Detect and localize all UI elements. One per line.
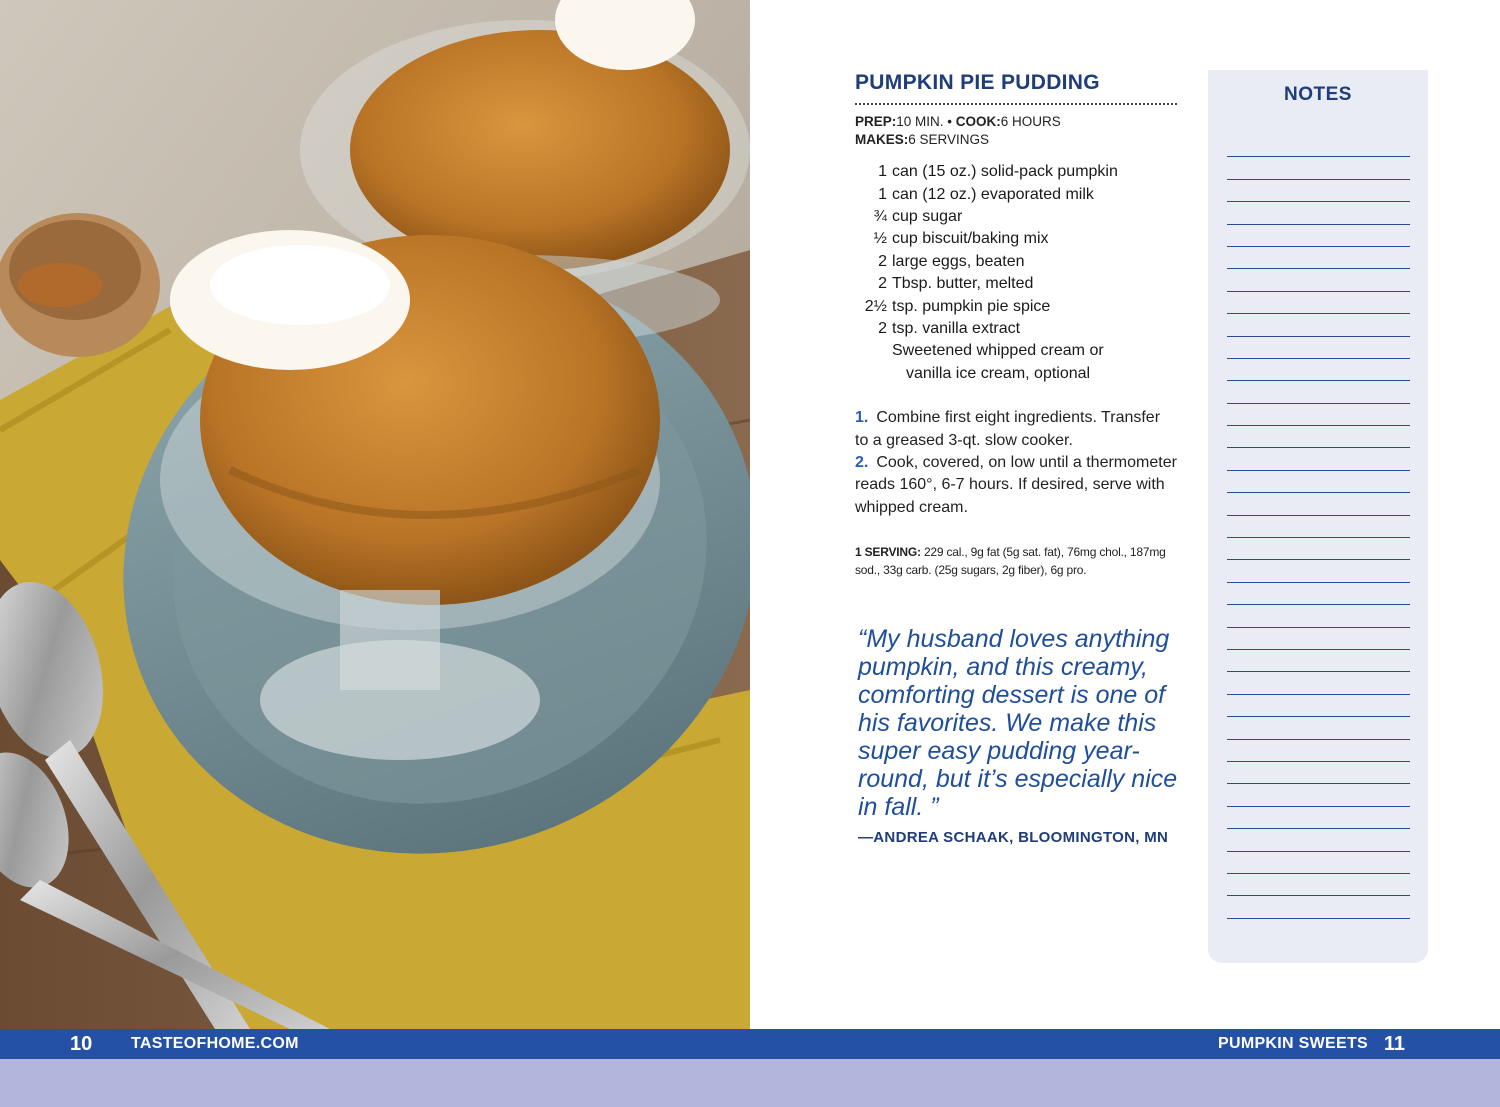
ingredient-line: Sweetened whipped cream or: [892, 342, 1104, 360]
ingredient-qty: 1: [878, 185, 887, 203]
note-line: [1227, 650, 1410, 672]
note-line: [1227, 157, 1410, 179]
note-line: [1227, 672, 1410, 694]
note-line: [1227, 202, 1410, 224]
note-line: [1227, 874, 1410, 896]
note-line: [1227, 292, 1410, 314]
recipe-photo: [0, 0, 750, 1029]
meta-separator: •: [947, 114, 953, 130]
ingredient-item: [855, 184, 1177, 206]
recipe-title: PUMPKIN PIE PUDDING: [855, 71, 1100, 94]
recipe-section: [855, 70, 1177, 579]
notes-title: NOTES: [1284, 84, 1352, 105]
ingredient-text: [892, 340, 1177, 385]
direction-step: [855, 407, 1177, 452]
ingredient-qty: 1: [878, 163, 887, 181]
note-line: [1227, 717, 1410, 739]
page-number-left: 10: [70, 1033, 93, 1055]
prep-value: 10 MIN.: [896, 114, 944, 130]
cook-value: 6 HOURS: [1000, 114, 1061, 130]
note-line: [1227, 247, 1410, 269]
direction-step: [855, 452, 1177, 519]
step-text: Combine first eight ingredients. Transfer to a greased 3-qt. slow cooker.: [855, 409, 1161, 449]
note-line: [1227, 538, 1410, 560]
notes-lines: [1227, 135, 1410, 919]
ingredient-qty: 2: [878, 252, 887, 270]
prep-label: PREP:: [855, 114, 897, 130]
note-line: [1227, 269, 1410, 291]
note-line: [1227, 337, 1410, 359]
ingredient-item: [855, 161, 1177, 183]
ingredient-text: large eggs, beaten: [892, 252, 1025, 270]
ingredient-qty: 2½: [864, 297, 887, 315]
ingredient-text: can (15 oz.) solid-pack pumpkin: [892, 163, 1118, 181]
directions: [855, 407, 1177, 519]
ingredient-line-continued: vanilla ice cream, optional: [906, 364, 1091, 382]
makes-value: 6 SERVINGS: [908, 132, 990, 148]
ingredient-item: [855, 273, 1177, 295]
makes-label: MAKES:: [855, 132, 909, 148]
ingredient-qty: [855, 340, 892, 385]
ingredient-item: [855, 318, 1177, 340]
bottom-band: [0, 1059, 1500, 1107]
ingredient-item: [855, 206, 1177, 228]
step-number: 2.: [855, 454, 869, 472]
nutrition-facts: [855, 543, 1177, 579]
ingredient-text: Tbsp. butter, melted: [892, 275, 1034, 293]
note-line: [1227, 448, 1410, 470]
footer-bar: [0, 1029, 1500, 1059]
ingredient-item-optional: [855, 340, 1177, 385]
note-line: [1227, 583, 1410, 605]
note-line: [1227, 605, 1410, 627]
nutrition-text: 229 cal., 9g fat (5g sat. fat), 76mg chol., 187mg sod., 33g carb. (25g sugars, 2g fiber), 6g pro.: [855, 545, 1166, 578]
ingredient-text: can (12 oz.) evaporated milk: [892, 185, 1094, 203]
note-line: [1227, 695, 1410, 717]
note-line: [1227, 381, 1410, 403]
note-line: [1227, 493, 1410, 515]
note-line: [1227, 180, 1410, 202]
page-number-right: 11: [1383, 1033, 1405, 1055]
cook-label: COOK:: [955, 114, 1001, 130]
ingredient-text: tsp. pumpkin pie spice: [892, 297, 1051, 315]
ingredient-item: [855, 296, 1177, 318]
note-line: [1227, 807, 1410, 829]
note-line: [1227, 225, 1410, 247]
recipe-meta: [855, 113, 1177, 149]
ingredient-text: tsp. vanilla extract: [892, 320, 1021, 338]
testimonial-quote: “My husband loves anything pumpkin, and this creamy, comforting dessert is one of his favorites. We make this super easy pudding year-round, but it’s especially nice in fall. ”: [858, 625, 1178, 821]
note-line: [1227, 852, 1410, 874]
notes-panel: [1208, 70, 1428, 963]
section-name: PUMPKIN SWEETS: [1218, 1035, 1368, 1052]
ingredient-qty: ½: [873, 230, 887, 248]
note-line: [1227, 135, 1410, 157]
ingredient-text: cup biscuit/baking mix: [892, 230, 1049, 248]
nutrition-label: 1 SERVING:: [855, 545, 921, 560]
ingredient-item: [855, 251, 1177, 273]
note-line: [1227, 560, 1410, 582]
note-line: [1227, 359, 1410, 381]
quote-author: —ANDREA SCHAAK, BLOOMINGTON, MN: [858, 829, 1169, 846]
ingredient-qty: 2: [878, 275, 887, 293]
note-line: [1227, 740, 1410, 762]
note-line: [1227, 628, 1410, 650]
note-line: [1227, 784, 1410, 806]
note-line: [1227, 516, 1410, 538]
step-number: 1.: [855, 409, 869, 427]
ingredient-text: cup sugar: [892, 208, 963, 225]
note-line: [1227, 896, 1410, 918]
step-text: Cook, covered, on low until a thermometer reads 160°, 6-7 hours. If desired, serve with whipped cream.: [855, 454, 1177, 516]
note-line: [1227, 471, 1410, 493]
ingredient-list: [855, 161, 1177, 385]
site-name: TASTEOFHOME.COM: [131, 1035, 299, 1052]
note-line: [1227, 314, 1410, 336]
note-line: [1227, 829, 1410, 851]
ingredient-qty: ¾: [873, 208, 887, 225]
note-line: [1227, 762, 1410, 784]
note-line: [1227, 404, 1410, 426]
ingredient-item: [855, 228, 1177, 250]
note-line: [1227, 426, 1410, 448]
title-divider: [855, 103, 1177, 105]
ingredient-qty: 2: [878, 320, 887, 338]
